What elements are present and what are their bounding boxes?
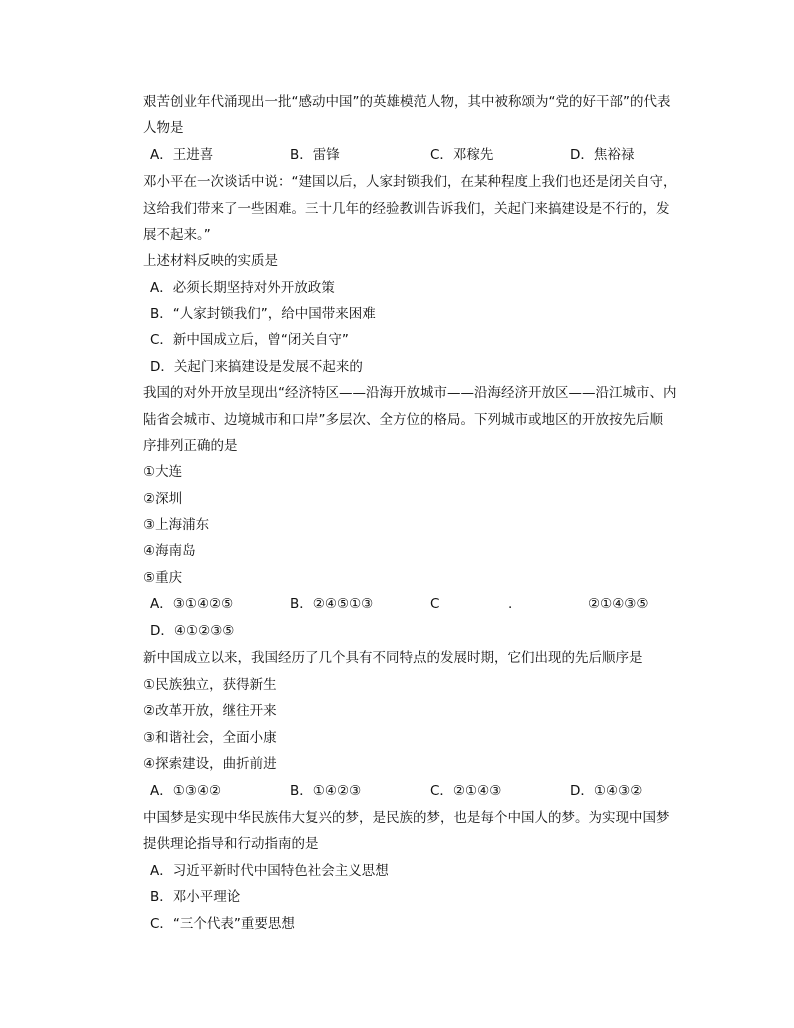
q3-option-a: A．③①④②⑤: [150, 596, 234, 612]
q3-item-4: ④海南岛: [143, 543, 196, 559]
q4-option-c: C．②①④③: [430, 783, 502, 799]
q3-option-c-letter: C: [430, 596, 440, 612]
q2-stem-line-3: 展不起来。”: [143, 227, 211, 243]
q3-item-1: ①大连: [143, 464, 183, 480]
q4-option-b: B．①④②③: [290, 783, 362, 799]
q2-stem-line-4: 上述材料反映的实质是: [143, 253, 278, 269]
q3-option-b: B．②④⑤①③: [290, 596, 374, 612]
q3-option-d: D．④①②③⑤: [150, 623, 235, 639]
q2-option-c: C．新中国成立后，曾“闭关自守”: [150, 332, 349, 348]
q3-stem-line-3: 序排列正确的是: [143, 438, 238, 454]
q4-item-3: ③和谐社会，全面小康: [143, 730, 277, 746]
q1-option-a: A．王进喜: [150, 147, 214, 163]
q5-option-a: A．习近平新时代中国特色社会主义思想: [150, 863, 389, 879]
q3-stem-line-1: 我国的对外开放呈现出“经济特区——沿海开放城市——沿海经济开放区——沿江城市、内: [143, 385, 677, 401]
q4-item-4: ④探索建设，曲折前进: [143, 756, 277, 772]
q5-option-c: C．“三个代表”重要思想: [150, 916, 295, 932]
q3-item-2: ②深圳: [143, 491, 183, 507]
q2-option-a: A．必须长期坚持对外开放政策: [150, 280, 335, 296]
q1-option-d: D．焦裕禄: [570, 147, 635, 163]
q4-option-a: A．①③④②: [150, 783, 222, 799]
q1-option-c: C．邓稼先: [430, 147, 494, 163]
q2-stem-line-1: 邓小平在一次谈话中说：“建国以后，人家封锁我们，在某种程度上我们也还是闭关自守，: [143, 174, 677, 190]
q5-option-b: B．邓小平理论: [150, 889, 241, 905]
q3-item-3: ③上海浦东: [143, 517, 210, 533]
q1-stem-line-1: 艰苦创业年代涌现出一批“感动中国”的英雄模范人物，其中被称颂为“党的好干部”的代表: [143, 94, 671, 110]
q2-option-b: B．“人家封锁我们”，给中国带来困难: [150, 306, 376, 322]
q2-stem-line-2: 这给我们带来了一些困难。三十几年的经验教训告诉我们，关起门来搞建设是不行的，发: [143, 201, 670, 217]
q3-option-c-text: ②①④③⑤: [588, 596, 649, 612]
q1-stem-line-2: 人物是: [143, 120, 184, 136]
q5-stem-line-2: 提供理论指导和行动指南的是: [143, 836, 319, 852]
q4-item-2: ②改革开放，继往开来: [143, 703, 277, 719]
q5-stem-line-1: 中国梦是实现中华民族伟大复兴的梦，是民族的梦，也是每个中国人的梦。为实现中国梦: [143, 810, 670, 826]
q3-option-c-dot: .: [508, 596, 513, 612]
q4-stem-line-1: 新中国成立以来，我国经历了几个具有不同特点的发展时期，它们出现的先后顺序是: [143, 650, 643, 666]
q2-option-d: D．关起门来搞建设是发展不起来的: [150, 359, 363, 375]
q4-option-d: D．①④③②: [570, 783, 643, 799]
q4-item-1: ①民族独立，获得新生: [143, 677, 277, 693]
q3-item-5: ⑤重庆: [143, 570, 183, 586]
q1-option-b: B．雷锋: [290, 147, 340, 163]
q3-stem-line-2: 陆省会城市、边境城市和口岸”多层次、全方位的格局。下列城市或地区的开放按先后顺: [143, 412, 663, 428]
